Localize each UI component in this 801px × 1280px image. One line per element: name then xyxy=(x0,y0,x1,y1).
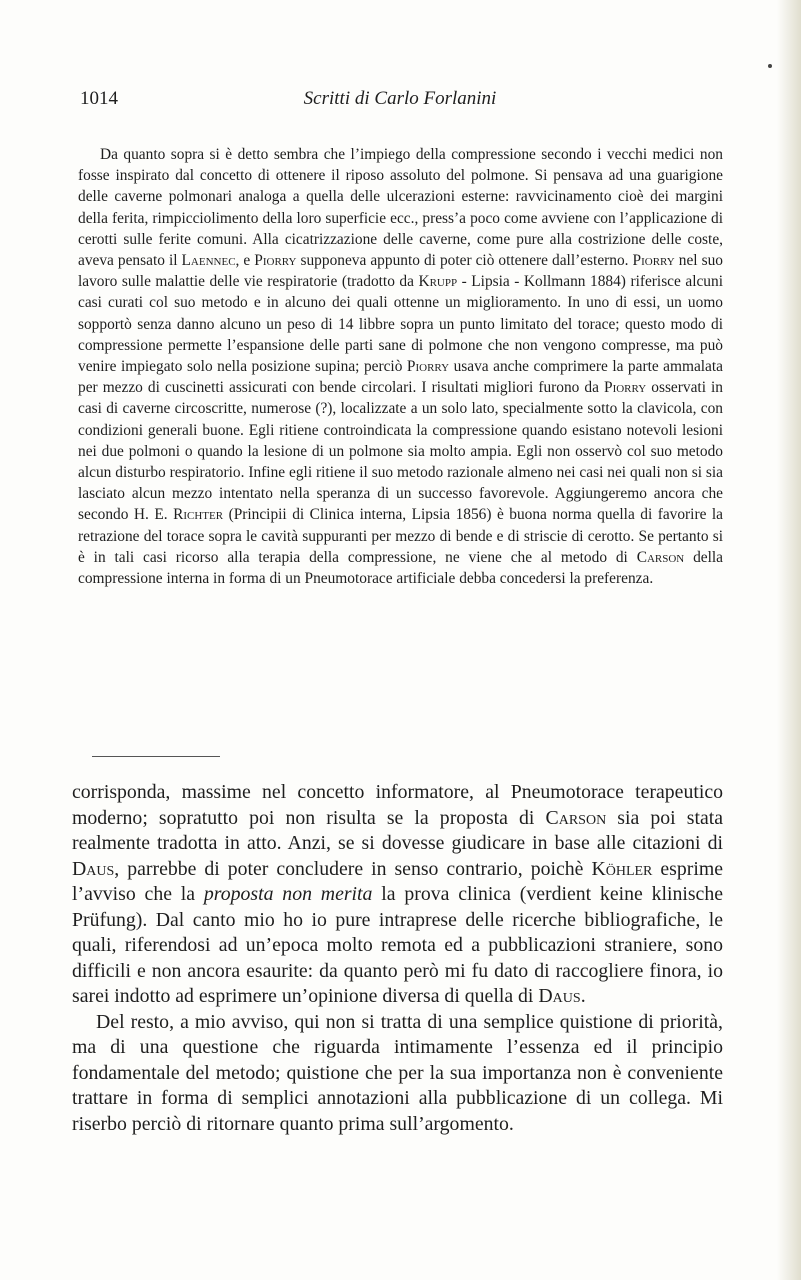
footnote-text: della compressione interna in forma di un Pneumotorace artificiale debba concedersi la preferenza. xyxy=(78,548,724,588)
paragraph-text: . xyxy=(580,985,586,1007)
emphasis-text: proposta non merita xyxy=(203,883,373,905)
author-name: Carson xyxy=(545,806,607,829)
footnote xyxy=(78,144,723,589)
author-name: Daus xyxy=(72,857,115,880)
author-name: Krupp xyxy=(418,273,458,291)
footnote-divider xyxy=(92,756,220,757)
footnote-text: osservati in casi di caverne circoscritte, numerose (?), localizzate a un solo lato, specialmente sotto la clavicola, con condizioni generali buone. Egli ritiene controindicata la compressione quando esistano notevoli lesioni nei due polmoni o quando la lesione di un polmone sia molto ampia. Egli non osservò col suo metodo alcun disturbo respiratorio. Infine egli ritiene il suo metodo razionale almeno nei casi nei quali non si sia lasciato alcun mezzo intentato nella speranza di un successo favorevole. Aggiungeremo ancora che secondo H. E. xyxy=(78,379,723,524)
paragraph-text: sia poi stata realmente tradotta in atto. Anzi, se si dovesse giudicare in base alle citazioni di xyxy=(72,806,724,854)
paragraph-1 xyxy=(72,780,723,1010)
author-name: Richter xyxy=(173,506,224,524)
body-text xyxy=(72,780,723,1137)
running-title: Scritti di Carlo Forlanini xyxy=(303,88,497,109)
footnote-text: nel suo lavoro sulle malattie delle vie respiratorie (tradotto da xyxy=(78,252,723,291)
author-name: Piorry xyxy=(254,252,297,270)
page-number: 1014 xyxy=(80,88,118,109)
footnote-text: - Lipsia - Kollmann 1884) riferisce alcuni casi curati col suo metodo e in alcuno dei quali ottenne un miglioramento. In uno di essi, un uomo sopportò senza danno alcuno un peso di 14 libbre sopra un punto limitato del torace; questo modo di compressione permette l’espansione delle parti sane di polmone che non vengono compresse, ma può venire impiegato solo nella posizione supina; perciò xyxy=(78,273,723,376)
author-name: Piorry xyxy=(604,379,647,397)
author-name: Köhler xyxy=(591,857,653,880)
footnote-text: Da quanto sopra si è detto sembra che l’impiego della compressione secondo i vecchi medici non fosse inspirato dal concetto di ottenere il riposo assoluto del polmone. Si pensava ad una guarigione delle caverne polmonari analoga a quella delle ulcerazioni esterne: ravvicinamento cioè dei margini della ferita, rimpicciolimento della loro superficie ecc., press’a poco come avviene con l’applicazione di cerotti sulle ferite comuni. Alla cicatrizzazione delle caverne, come pure alla costrizione delle coste, aveva pensato il xyxy=(78,146,723,270)
page-header xyxy=(80,88,720,112)
page-edge-shadow xyxy=(777,0,801,1280)
author-name: Piorry xyxy=(406,358,450,376)
paragraph-text: la prova clinica (verdient keine klinische Prüfung). Dal canto mio ho io pure intraprese delle ricerche bibliografiche, le quali, riferendosi ad un’epoca molto remota ed a pubblicazioni straniere, sono difficili e non ancora esaurite: da quanto però mi fu dato di raccogliere finora, io sarei indotto ad esprimere un’opinione diversa di quella di xyxy=(72,883,723,1007)
footnote-text: supponeva appunto di poter ciò ottenere dall’esterno. xyxy=(296,252,633,270)
ink-speck xyxy=(768,64,772,68)
paragraph-text: esprime l’avviso che la xyxy=(72,857,723,905)
paragraph-text: corrisponda, massime nel concetto informatore, al Pneumotorace terapeutico moderno; sopratutto poi non risulta se la proposta di xyxy=(72,781,723,829)
author-name: Piorry xyxy=(632,252,675,270)
footnote-text: usava anche comprimere la parte ammalata per mezzo di cuscinetti assicurati con bende circolari. I risultati migliori furono da xyxy=(78,358,723,397)
author-name: Carson xyxy=(636,548,685,566)
footnote-text: , e xyxy=(235,252,255,270)
footnote-text: (Principii di Clinica interna, Lipsia 1856) è buona norma quella di favorire la retrazione del torace sopra le cavità suppuranti per mezzo di bende e di striscie di cerotto. Se pertanto si è in tali casi ricorso alla terapia della compressione, ne viene che al metodo di xyxy=(78,506,724,566)
author-name: Daus xyxy=(538,985,581,1007)
paragraph-2: Del resto, a mio avviso, qui non si tratta di una semplice quistione di priorità, ma di una questione che riguarda intimamente l’essenza ed il principio fondamentale del metodo; quistione che per la sua importanza non è conveniente trattare in forma di semplici annotazioni alla pubblicazione di un collega. Mi riserbo perciò di ritornare quanto prima sull’argomento. xyxy=(72,1010,723,1135)
author-name: Laennec xyxy=(181,252,236,270)
paragraph-text: , parrebbe di poter concludere in senso contrario, poichè xyxy=(114,857,592,880)
